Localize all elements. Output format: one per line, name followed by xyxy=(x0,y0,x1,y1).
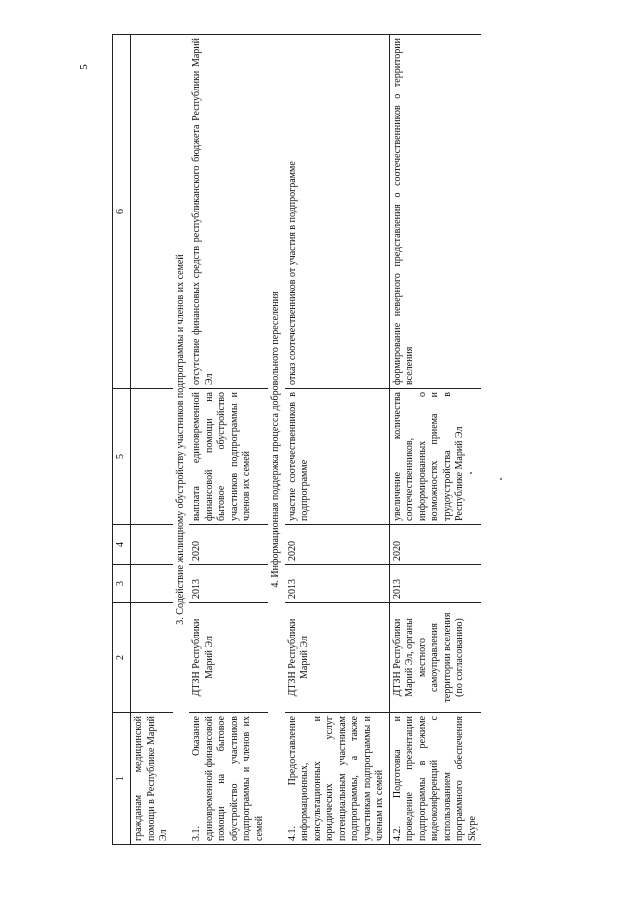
risk-cell: отказ соотечественников от участия в подпрограмме xyxy=(285,35,390,389)
start-year-cell xyxy=(131,565,173,603)
table-row xyxy=(285,35,390,845)
table-row xyxy=(131,35,173,845)
executor-cell: ДТЗН Республики Марий Эл xyxy=(189,603,268,713)
activity-cell: 4.2. Подготовка и проведение презентации подпрограммы в режиме видеоконференций с использованием программного обеспечения Skype xyxy=(389,713,481,845)
activity-cell: гражданам медицинской помощи в Республике Марий Эл xyxy=(131,713,173,845)
section-title: 3. Содействие жилищному обустройству участников подпрограммы и членов их семей xyxy=(173,35,190,845)
end-year-cell: 2020 xyxy=(285,525,390,565)
column-number: 3 xyxy=(113,565,131,603)
column-number: 4 xyxy=(113,525,131,565)
start-year-cell: 2013 xyxy=(389,565,481,603)
risk-cell xyxy=(131,35,173,389)
executor-cell: ДТЗН Республики Марий Эл xyxy=(285,603,390,713)
page-number: 5 xyxy=(78,64,90,70)
column-number: 2 xyxy=(113,603,131,713)
expected-result-cell: участие соотечественников в подпрограмме xyxy=(285,389,390,525)
section-row xyxy=(268,35,285,845)
column-number: 1 xyxy=(113,713,131,845)
table-row xyxy=(389,35,481,845)
activity-cell: 3.1. Оказание единовременной финансовой помощи на бытовое обустройство участников подпрограммы и членов их семей xyxy=(189,713,268,845)
expected-result-cell xyxy=(131,389,173,525)
program-table xyxy=(112,34,481,845)
section-title: 4. Информационная поддержка процесса добровольного переселения xyxy=(268,35,285,845)
column-number: 5 xyxy=(113,389,131,525)
rotated-table-canvas xyxy=(112,35,532,845)
risk-cell: отсутствие финансовых средств республиканского бюджета Республики Марий Эл xyxy=(189,35,268,389)
end-year-cell: 2020 xyxy=(389,525,481,565)
risk-cell: формирование неверного представления о соотечественников о территории вселения xyxy=(389,35,481,389)
end-year-cell xyxy=(131,525,173,565)
start-year-cell: 2013 xyxy=(285,565,390,603)
executor-cell xyxy=(131,603,173,713)
column-number-row xyxy=(113,35,131,845)
section-row xyxy=(173,35,190,845)
table-row xyxy=(189,35,268,845)
end-year-cell: 2020 xyxy=(189,525,268,565)
expected-result-cell: увеличение количества соотечественников, информированных о возможностях приема и трудоустройства в Республике Марий Эл xyxy=(389,389,481,525)
activity-cell: 4.1. Предоставление информационных, консультационных и юридических услуг потенциальным участникам подпрограммы, а также участникам подпрограммы и членам их семей xyxy=(285,713,390,845)
column-number: 6 xyxy=(113,35,131,389)
expected-result-cell: выплата единовременной финансовой помощи на бытовое обустройство участников подпрограммы и членов их семей xyxy=(189,389,268,525)
start-year-cell: 2013 xyxy=(189,565,268,603)
executor-cell: ДТЗН Республики Марий Эл, органы местного самоуправления территории вселения (по согласованию) xyxy=(389,603,481,713)
